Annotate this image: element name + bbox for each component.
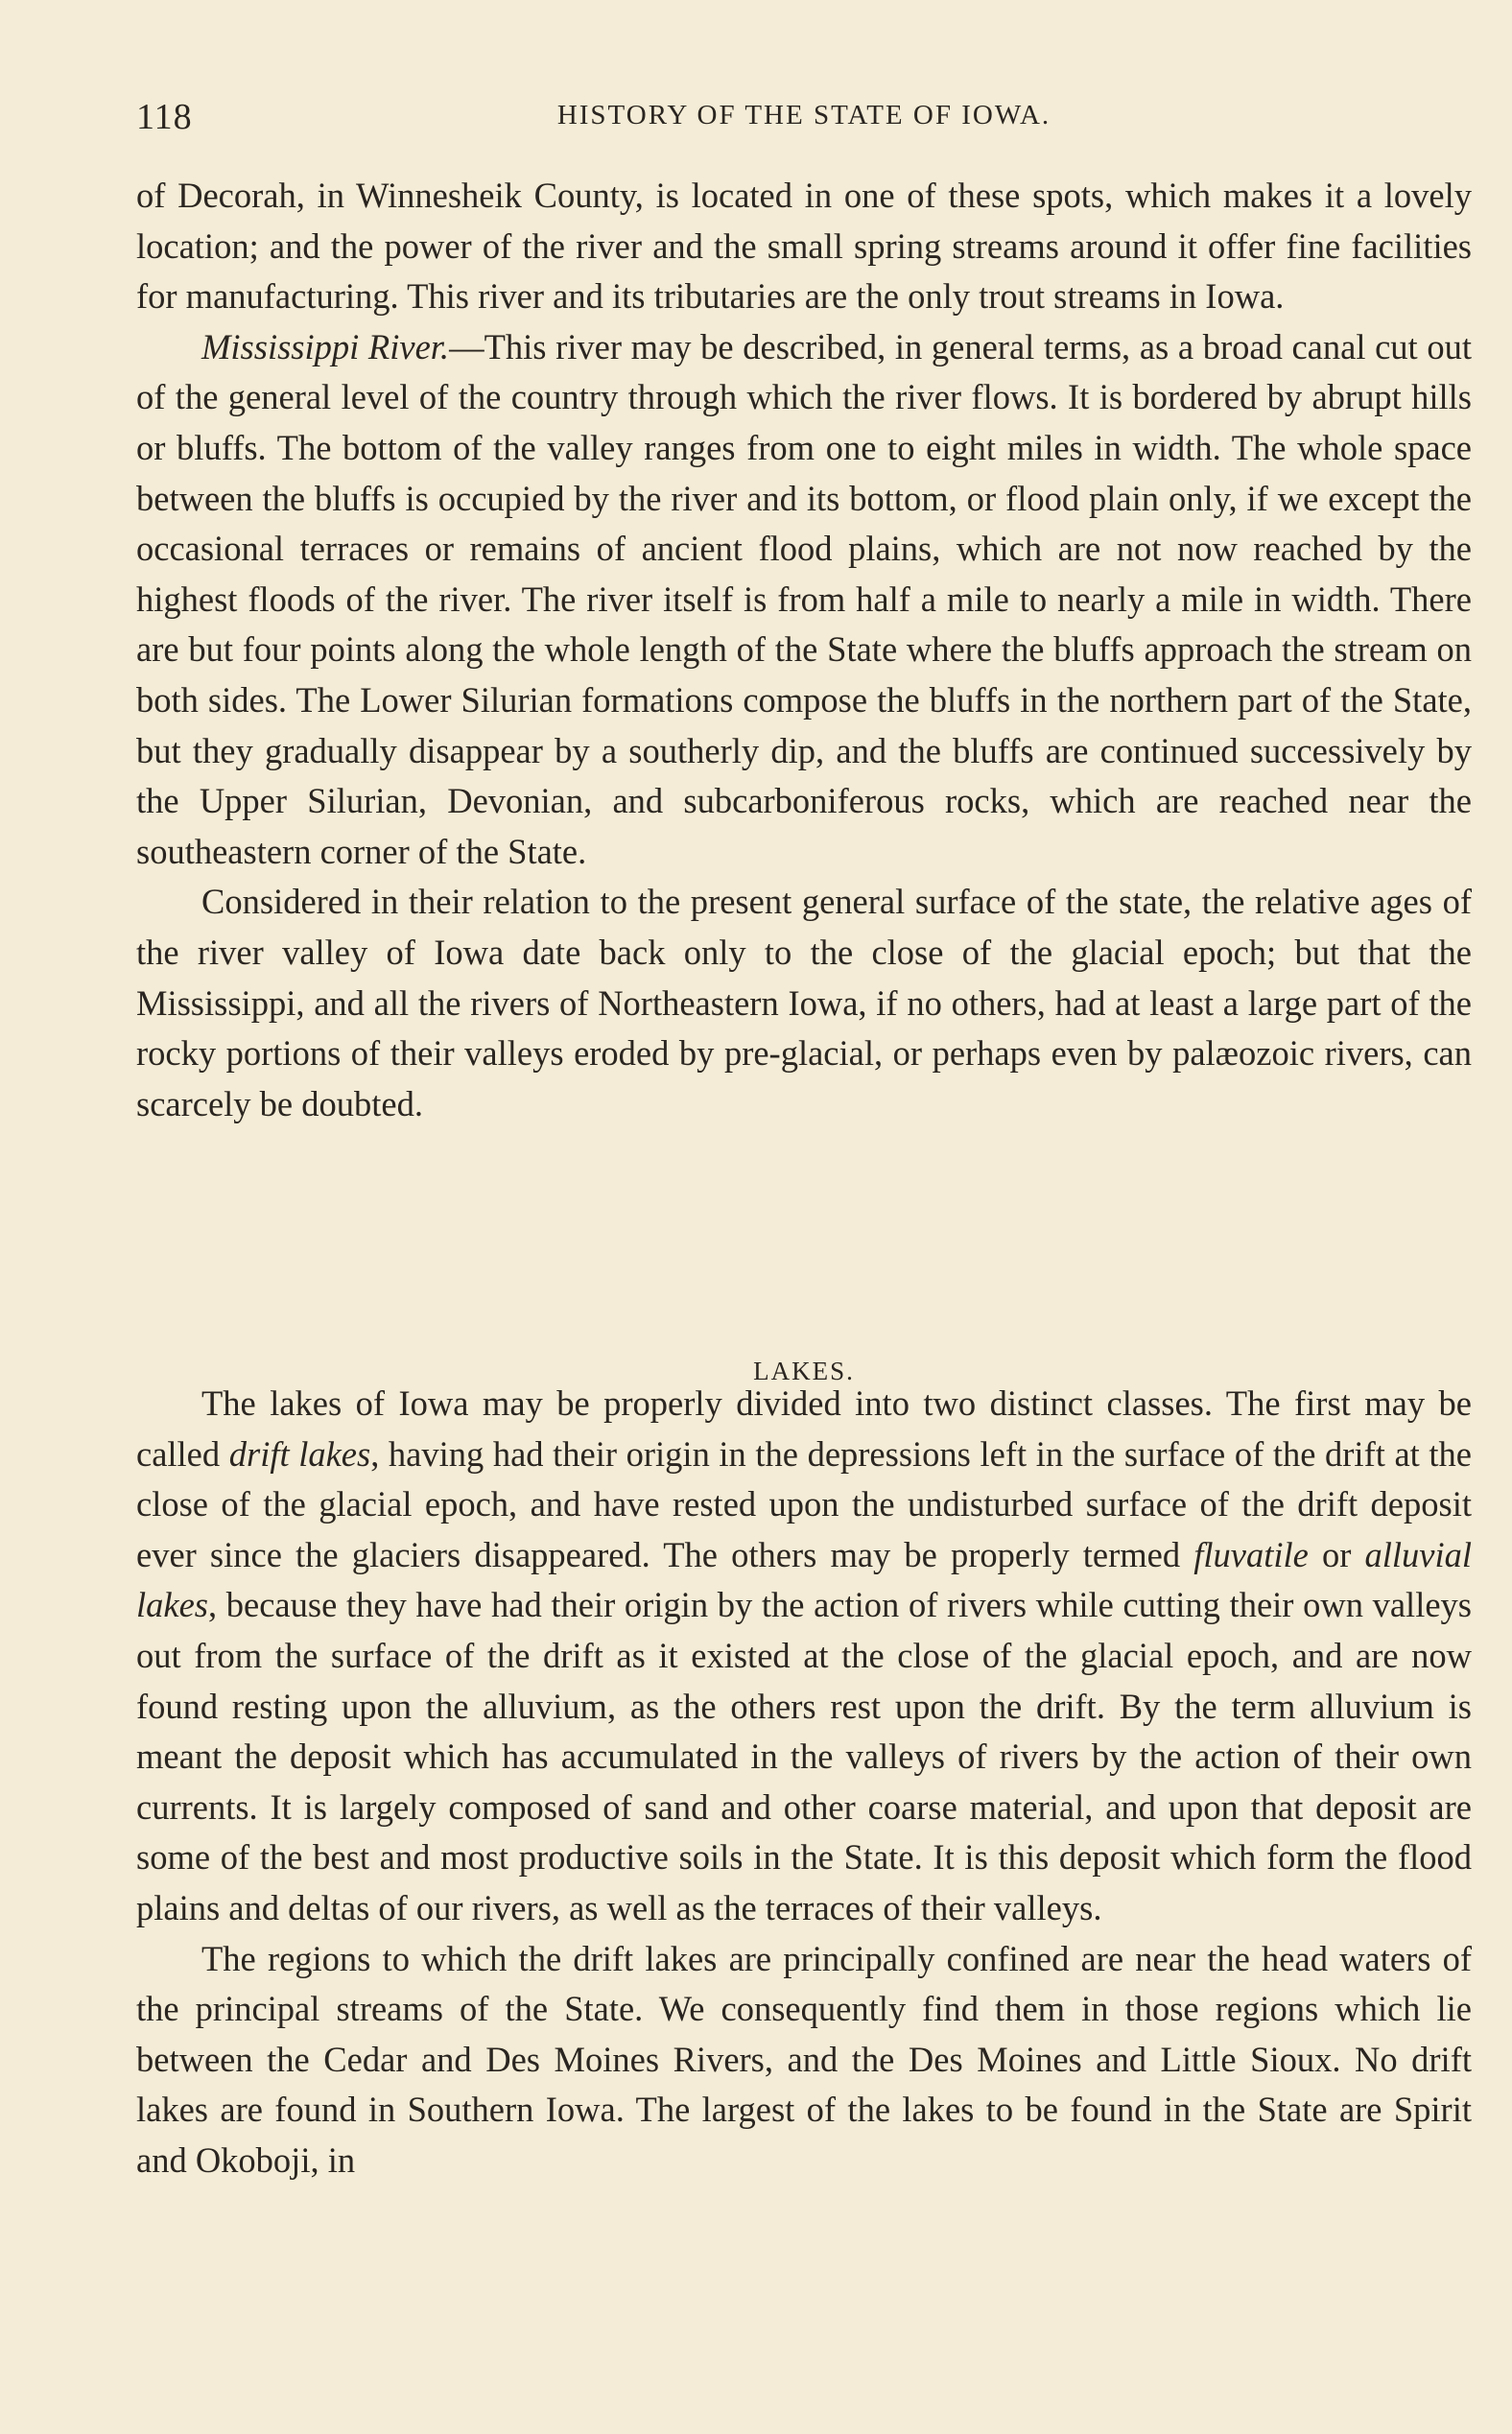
- text-block-lakes: [136, 1379, 1472, 2186]
- alluvial-lakes-term: alluvial lakes: [136, 1534, 1472, 1625]
- fluvatile-term: fluvatile: [1193, 1534, 1309, 1574]
- paragraph-drift-lake-regions: The regions to which the drift lakes are principally confined are near the head waters of the principal streams of the State. We consequently find them in those regions which lie between the Cedar and Des Moines Rivers, and the Des Moines and Little Sioux. No drift lakes are found in Southern Iowa. The largest of the lakes to be found in the State are Spirit and Okoboji, in: [136, 1938, 1472, 2180]
- lake-classes-text-1: The lakes of Iowa may be properly divided into two distinct classes. The first may be called: [136, 1383, 1472, 1474]
- text-block-rivers: [136, 171, 1472, 1129]
- paragraph-decorah: of Decorah, in Winnesheik County, is located in one of these spots, which makes it a lovely location; and the power of the river and the small spring streams around it offer fine facilities for manufacturing. This river and its tributaries are the only trout streams in Iowa.: [136, 176, 1472, 317]
- running-head: HISTORY OF THE STATE OF IOWA.: [556, 100, 1051, 130]
- paragraph-river-ages: Considered in their relation to the present general surface of the state, the relative ages of the river valley of Iowa date back only to the close of the glacial epoch; but that the Mississippi, and all the rivers of Northeastern Iowa, if no others, had at least a large part of the rocky portions of their valleys eroded by pre-glacial, or perhaps even by palæozoic rivers, can scarcely be doubted.: [136, 882, 1472, 1123]
- drift-lakes-term: drift lakes: [228, 1433, 371, 1474]
- page-number: 118: [136, 97, 193, 137]
- paragraph-lake-classes: [136, 1379, 1472, 1934]
- lake-classes-text-2: , having had their origin in the depressions left in the surface of the drift at the close of the glacial epoch, and have rested upon the undisturbed surface of the drift deposit ever since the glaciers disappeared. The others may be properly termed: [136, 1433, 1472, 1574]
- lake-classes-text-3: or: [1308, 1534, 1365, 1574]
- mississippi-river-text: —This river may be described, in general terms, as a broad canal cut out of the general level of the country through which the river flows. It is bordered by abrupt hills or bluffs. The bottom of the valley ranges from one to eight miles in width. The whole space between the bluffs is occupied by the river and its bottom, or flood plain only, if we except the occasional terraces or remains of ancient flood plains, which are not now reached by the highest floods of the river. The river itself is from half a mile to nearly a mile in width. There are but four points along the whole length of the State where the bluffs approach the stream on both sides. The Lower Silurian formations compose the bluffs in the northern part of the State, but they gradually disappear by a southerly dip, and the bluffs are continued successively by the Upper Silurian, Devonian, and subcarboniferous rocks, which are reached near the southeastern corner of the State.: [136, 326, 1472, 871]
- mississippi-river-heading: Mississippi River.: [201, 326, 450, 366]
- lake-classes-text-4: , because they have had their origin by the action of rivers while cutting their own valleys out from the surface of the drift as it existed at the close of the glacial epoch, and are now found resting upon the alluvium, as the others rest upon the drift. By the term alluvium is meant the deposit which has accumulated in the valleys of rivers by the action of their own currents. It is largely composed of sand and other coarse material, and upon that deposit are some of the best and most productive soils in the State. It is this deposit which form the flood plains and deltas of our rivers, as well as the terraces of their valleys.: [136, 1585, 1472, 1927]
- section-heading-lakes: LAKES.: [753, 1357, 855, 1385]
- paragraph-mississippi: [136, 322, 1472, 878]
- page-header: [136, 96, 1472, 144]
